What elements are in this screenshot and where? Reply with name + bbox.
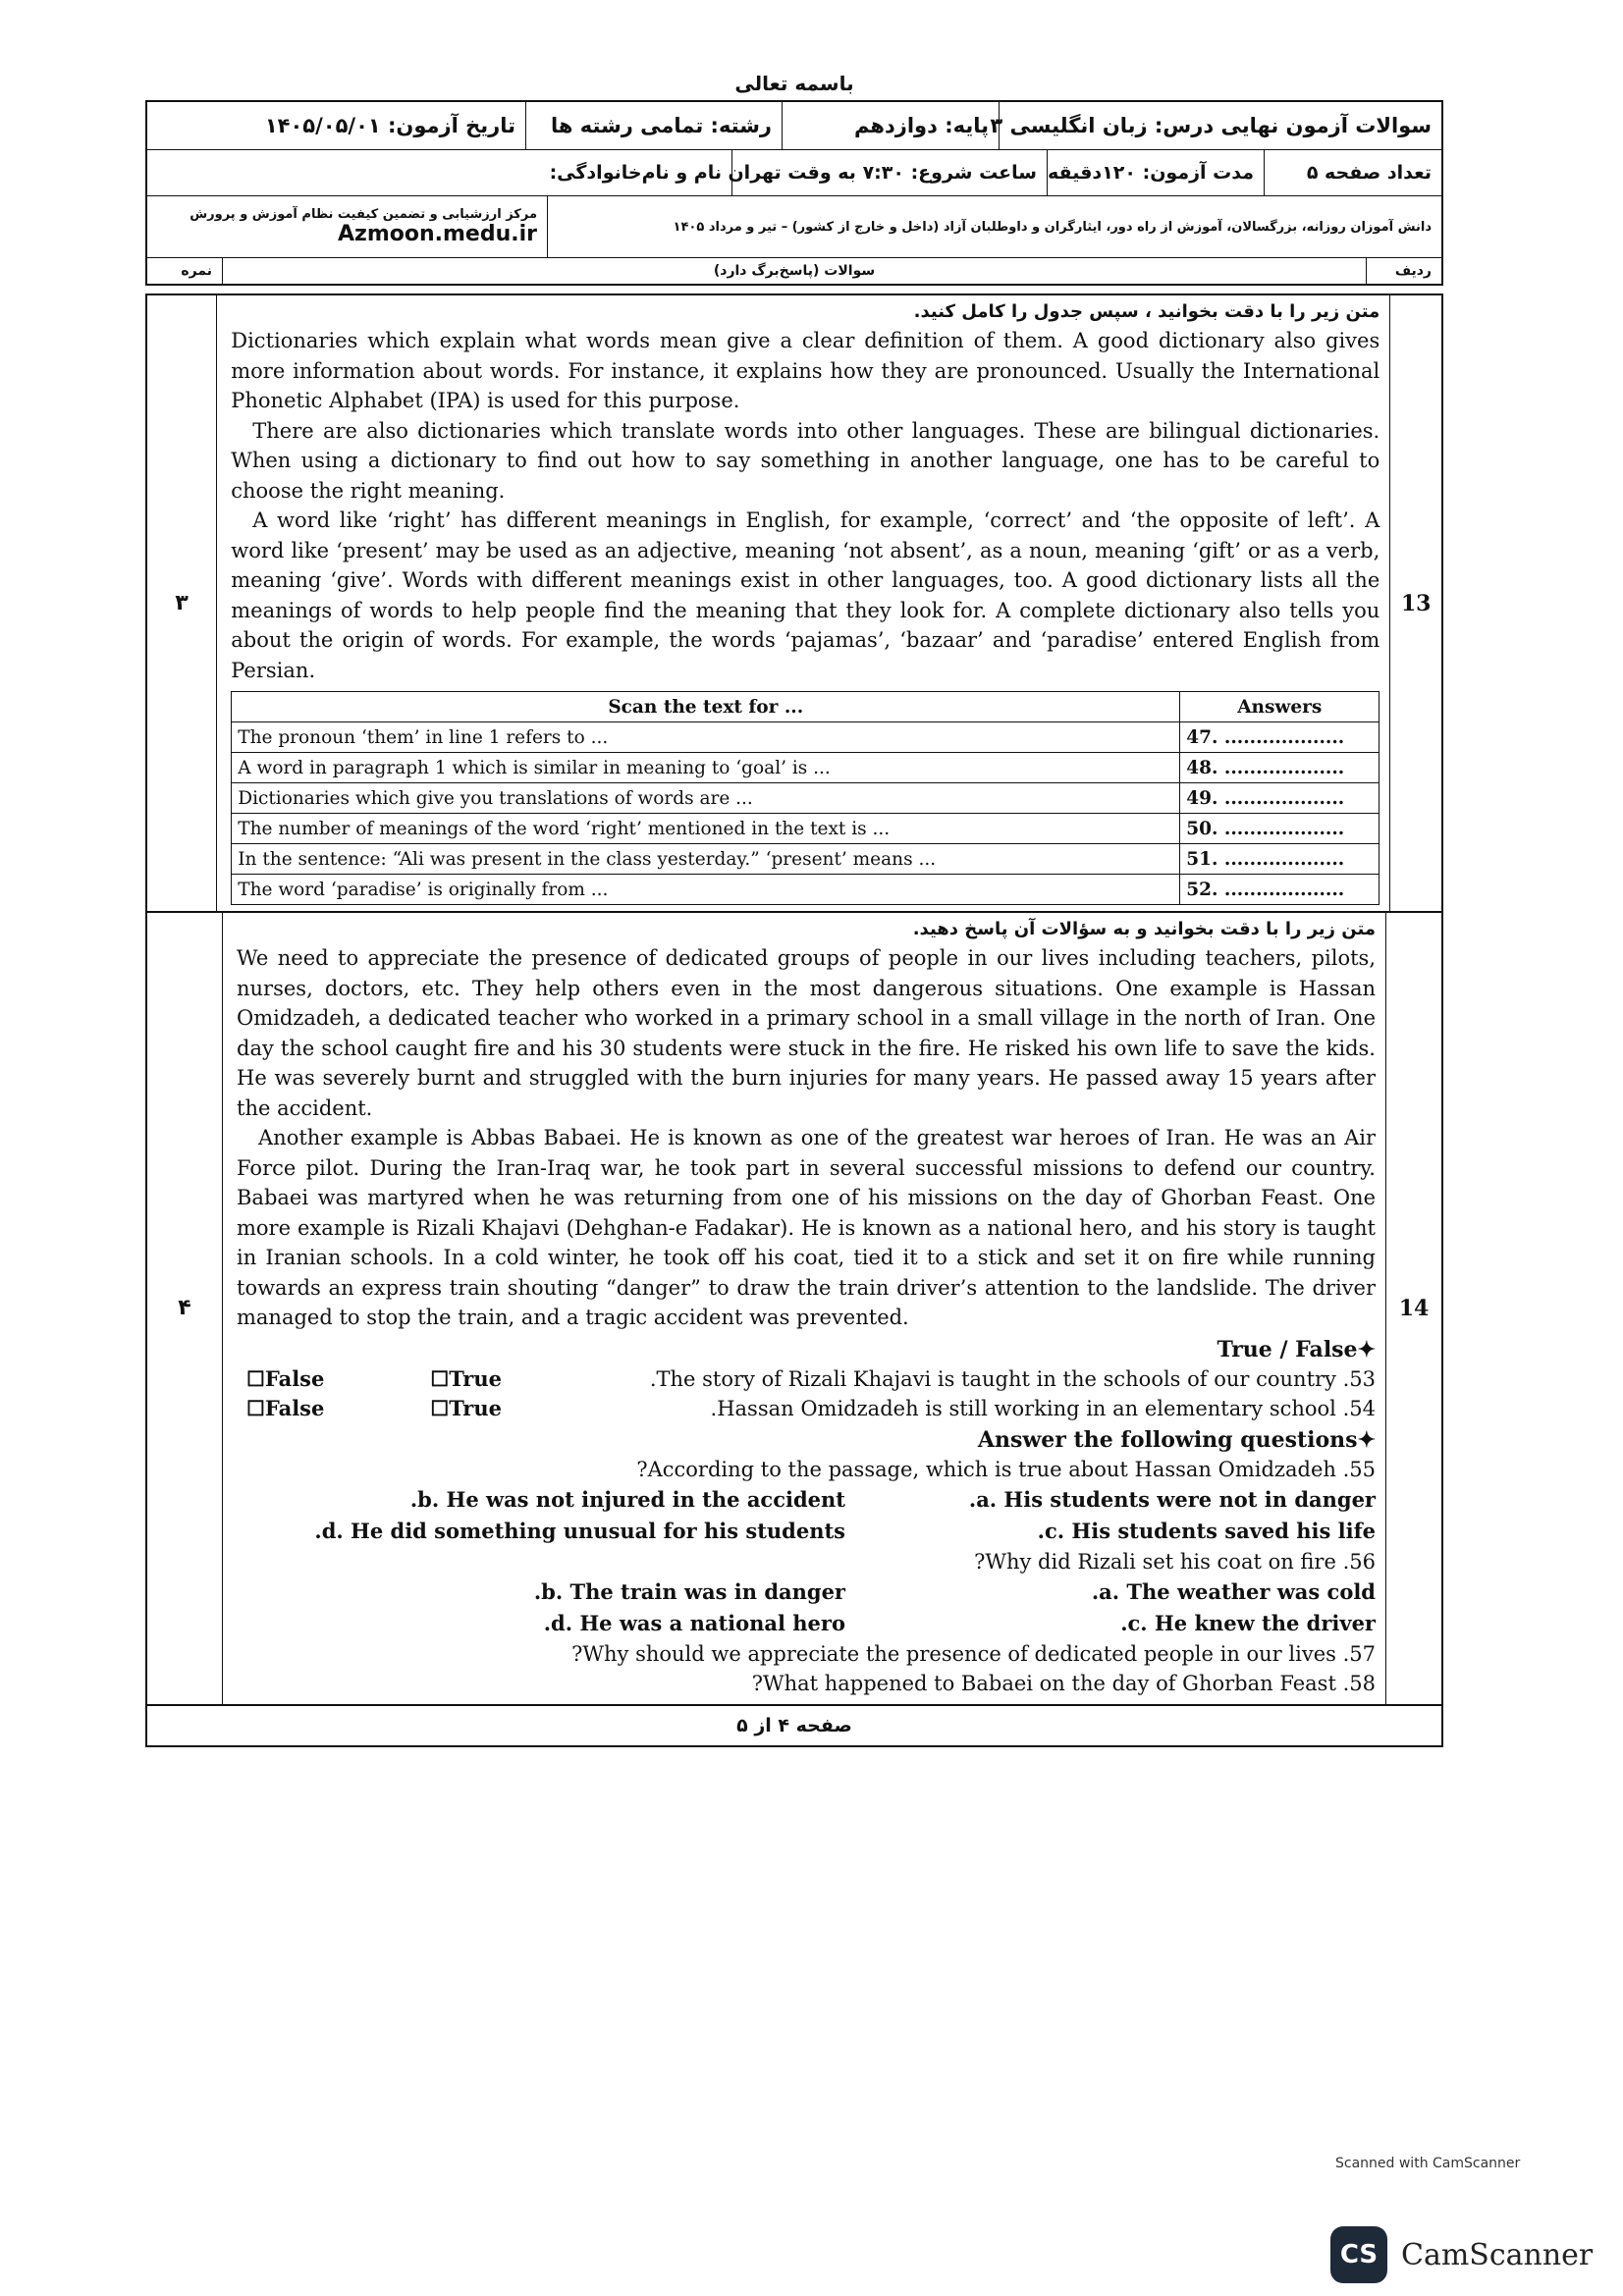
- option-c[interactable]: c. He knew the driver.: [1120, 1610, 1376, 1635]
- table-header: Answers: [1180, 692, 1380, 722]
- question-14: [145, 913, 1443, 1706]
- score-label: نمره: [181, 263, 212, 279]
- center-info: [147, 196, 547, 257]
- scanned-with-text: Scanned with CamScanner: [1335, 2156, 1521, 2171]
- field: رشته: تمامی رشته ها: [525, 102, 782, 149]
- table-cell: The pronoun ‘them’ in line 1 refers to ...: [232, 722, 1180, 753]
- row-label: ردیف: [1366, 258, 1441, 284]
- reading-passage: [237, 943, 1376, 1333]
- instruction: متن زیر را با دقت بخوانید ، سپس جدول را کامل کنید.: [913, 301, 1380, 322]
- question-score: ۴: [147, 913, 223, 1704]
- question-13: [145, 294, 1443, 913]
- question-text: 53. The story of Rizali Khajavi is taught in the schools of our country.: [649, 1366, 1376, 1391]
- answer-blank[interactable]: 52. ...................: [1180, 875, 1380, 905]
- page-number: صفحه ۴ از ۵: [145, 1706, 1443, 1747]
- table-cell: The word ‘paradise’ is originally from ...: [232, 875, 1180, 905]
- question-56: 56. Why did Rizali set his coat on fire?: [974, 1549, 1376, 1574]
- cs-logo-icon: CS: [1330, 2226, 1387, 2283]
- question-55-options: [237, 1484, 1376, 1547]
- header-row-1: [147, 102, 1441, 150]
- answer-blank[interactable]: 47. ...................: [1180, 722, 1380, 753]
- question-14-body: [223, 913, 1385, 1704]
- option-d[interactable]: d. He was a national hero.: [543, 1610, 845, 1635]
- question-56-options: [237, 1576, 1376, 1639]
- camscanner-name: CamScanner: [1401, 2237, 1594, 2272]
- question-row-number: 14: [1385, 913, 1441, 1704]
- option-a[interactable]: a. His students were not in danger.: [968, 1486, 1376, 1512]
- question-text: 54. Hassan Omidzadeh is still working in an elementary school.: [710, 1396, 1376, 1420]
- instruction: متن زیر را با دقت بخوانید و به سؤالات آن پاسخ دهید.: [912, 919, 1376, 939]
- true-false-options: [246, 1364, 502, 1394]
- true-checkbox[interactable]: True☐: [430, 1365, 502, 1391]
- question-13-body: [217, 295, 1389, 911]
- false-checkbox[interactable]: False☐: [246, 1395, 325, 1420]
- option-d[interactable]: d. He did something unusual for his students.: [314, 1518, 845, 1543]
- exam-header: [145, 100, 1443, 286]
- answer-blank[interactable]: 49. ...................: [1180, 783, 1380, 814]
- students-description: دانش آموزان روزانه، بزرگسالان، آموزش از راه دور، ایثارگران و داوطلبان آزاد (داخل و خارج از کشور) – تیر و مرداد ۱۴۰۵: [547, 196, 1441, 257]
- camscanner-logo: [1330, 2226, 1593, 2283]
- header-row-4: [147, 258, 1441, 284]
- question-58: 58. What happened to Babaei on the day of Ghorban Feast?: [751, 1671, 1376, 1695]
- table-row: [232, 753, 1380, 783]
- false-checkbox[interactable]: False☐: [246, 1365, 325, 1391]
- table-row: [232, 783, 1380, 814]
- paragraph: A word like ‘right’ has different meanings in English, for example, ‘correct’ and ‘the opposite of left’. A word like ‘present’ may be used as an adjective, meaning ‘not absent’, as a noun, meaning ‘gift’ or as a verb, meaning ‘give’. Words with different meanings exist in other languages, too. A good dictionary lists all the meanings of words to help people find the meaning that they look for. A complete dictionary also tells you about the origin of words. For example, the words ‘pajamas’, ‘bazaar’ and ‘paradise’ entered English from Persian.: [231, 508, 1380, 682]
- reading-passage: [231, 326, 1380, 685]
- website: Azmoon.medu.ir: [337, 222, 537, 246]
- answer-blank[interactable]: 48. ...................: [1180, 753, 1380, 783]
- question-54: [237, 1394, 1376, 1423]
- header-row-2: [147, 150, 1441, 196]
- answer-blank[interactable]: 50. ...................: [1180, 814, 1380, 844]
- true-false-options: [246, 1394, 502, 1423]
- table-row: [232, 814, 1380, 844]
- table-cell: In the sentence: “Ali was present in the class yesterday.” ‘present’ means ...: [232, 844, 1180, 875]
- center-name: مرکز ارزشیابی و تضمین کیفیت نظام آموزش و پرورش: [189, 207, 537, 222]
- table-cell: A word in paragraph 1 which is similar in meaning to ‘goal’ is ...: [232, 753, 1180, 783]
- table-row: [232, 722, 1380, 753]
- question-57: 57. Why should we appreciate the presence of dedicated people in our lives?: [571, 1641, 1376, 1666]
- table-cell: The number of meanings of the word ‘right’ mentioned in the text is ...: [232, 814, 1180, 844]
- question-score: ۳: [147, 295, 217, 911]
- option-b[interactable]: b. The train was in danger.: [533, 1578, 845, 1604]
- student-name-field: نام و نام‌خانوادگی:: [549, 162, 722, 184]
- grade: پایه: دوازدهم: [782, 102, 999, 149]
- table-row: [232, 844, 1380, 875]
- option-a[interactable]: a. The weather was cold.: [1091, 1578, 1376, 1604]
- page-count: تعداد صفحه ۵: [1264, 150, 1441, 195]
- question-55: 55. According to the passage, which is true about Hassan Omidzadeh?: [636, 1457, 1376, 1481]
- paragraph: Another example is Abbas Babaei. He is known as one of the greatest war heroes of Iran. He was an Air Force pilot. During the Iran-Iraq war, he took part in several successful missions to defend our country. Babaei was martyred when he was returning from one of his missions on the day of Ghorban Feast. One more example is Rizali Khajavi (Dehghan-e Fadakar). He is known as a national hero, and his story is taught in Iranian schools. In a cold winter, he took off his coat, tied it to a stick and set it on fire while running towards an express train shouting “danger” to draw the train driver’s attention to the landslide. The driver managed to stop the train, and a tragic accident was prevented.: [237, 1126, 1376, 1329]
- true-false-heading: ✦True / False: [1217, 1336, 1376, 1362]
- paragraph: There are also dictionaries which translate words into other languages. These are bilingual dictionaries. When using a dictionary to find out how to say something in another language, one has to be careful to choose the right meaning.: [231, 418, 1380, 503]
- exam-page: [145, 67, 1443, 1747]
- true-checkbox[interactable]: True☐: [430, 1395, 502, 1420]
- option-b[interactable]: b. He was not injured in the accident.: [409, 1486, 845, 1512]
- option-c[interactable]: c. His students saved his life.: [1037, 1518, 1376, 1543]
- exam-title: سوالات آزمون نهایی درس: زبان انگلیسی ۳: [999, 102, 1441, 149]
- duration: مدت آزمون: ۱۲۰دقیقه: [1047, 150, 1264, 195]
- table-row: [232, 875, 1380, 905]
- questions-label: سوالات (پاسخ‌برگ دارد): [222, 258, 1366, 284]
- scan-table: [231, 691, 1380, 905]
- paragraph: We need to appreciate the presence of dedicated groups of people in our lives including teachers, pilots, nurses, doctors, etc. They help others even in the most dangerous situations. One example is Hassan Omidzadeh, a dedicated teacher who worked in a primary school in a small village in the north of Iran. One day the school caught fire and his 30 students were stuck in the fire. He risked his own life to save the kids. He was severely burnt and struggled with the burn injuries for many years. He passed away 15 years after the accident.: [237, 946, 1376, 1120]
- bismillah: باسمه تعالی: [734, 72, 854, 95]
- table-cell: Dictionaries which give you translations of words are ...: [232, 783, 1180, 814]
- start-time: ساعت شروع: ۷:۳۰ به وقت تهران: [731, 150, 1047, 195]
- answer-blank[interactable]: 51. ...................: [1180, 844, 1380, 875]
- header-row-3: [147, 196, 1441, 258]
- question-53: [237, 1364, 1376, 1394]
- question-row-number: 13: [1389, 295, 1441, 911]
- paragraph: Dictionaries which explain what words mean give a clear definition of them. A good dictionary also gives more information about words. For instance, it explains how they are pronounced. Usually the International Phonetic Alphabet (IPA) is used for this purpose.: [231, 329, 1380, 412]
- exam-date: تاریخ آزمون: ۱۴۰۵/۰۵/۰۱: [264, 114, 515, 137]
- answer-questions-heading: ✦Answer the following questions: [977, 1426, 1376, 1453]
- table-header: Scan the text for ...: [232, 692, 1180, 722]
